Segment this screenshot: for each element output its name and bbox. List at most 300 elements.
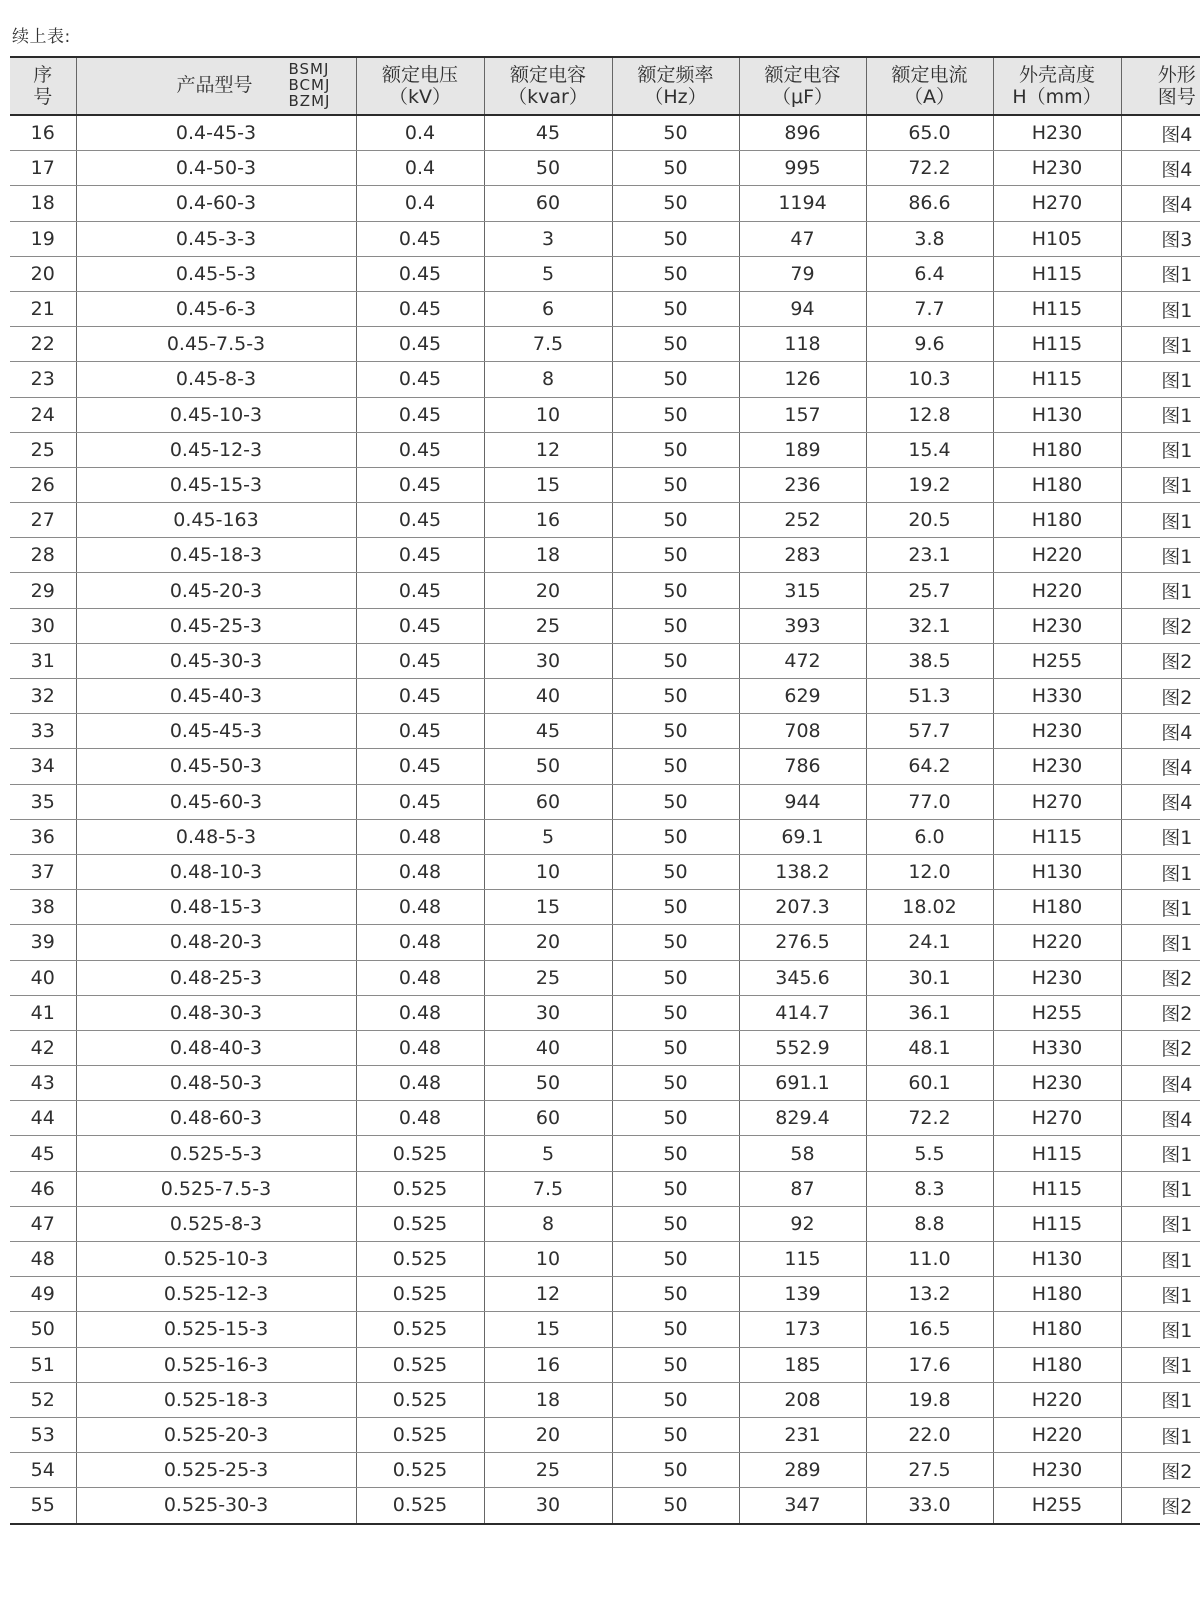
capacity-cell: 15 [484,890,612,925]
figure-cell: 图1 [1121,925,1200,960]
figure-cell: 图1 [1121,1171,1200,1206]
header-height-line2: H（mm） [1012,86,1102,108]
voltage-cell: 0.45 [356,256,484,291]
frequency-cell: 50 [612,854,739,889]
figure-cell: 图2 [1121,679,1200,714]
seq-cell: 39 [10,925,76,960]
table-row [10,538,1200,573]
model-cell: 0.45-6-3 [76,291,356,326]
capacitance-cell: 185 [739,1347,866,1382]
table-row [10,608,1200,643]
table-row [10,1277,1200,1312]
current-cell: 13.2 [866,1277,993,1312]
voltage-cell: 0.4 [356,186,484,221]
capacity-cell: 20 [484,925,612,960]
current-cell: 12.0 [866,854,993,889]
voltage-cell: 0.45 [356,291,484,326]
frequency-cell: 50 [612,151,739,186]
voltage-cell: 0.45 [356,327,484,362]
table-row [10,643,1200,678]
figure-cell: 图2 [1121,1453,1200,1488]
seq-cell: 40 [10,960,76,995]
figure-cell: 图1 [1121,890,1200,925]
voltage-cell: 0.48 [356,1066,484,1101]
capacitance-cell: 126 [739,362,866,397]
seq-cell: 34 [10,749,76,784]
seq-cell: 47 [10,1206,76,1241]
capacity-cell: 5 [484,256,612,291]
frequency-cell: 50 [612,362,739,397]
seq-cell: 43 [10,1066,76,1101]
voltage-cell: 0.45 [356,221,484,256]
seq-cell: 49 [10,1277,76,1312]
model-cell: 0.525-12-3 [76,1277,356,1312]
seq-cell: 44 [10,1101,76,1136]
seq-cell: 35 [10,784,76,819]
frequency-cell: 50 [612,1242,739,1277]
height-cell: H220 [993,1417,1121,1452]
model-cell: 0.48-40-3 [76,1030,356,1065]
model-cell: 0.45-18-3 [76,538,356,573]
frequency-cell: 50 [612,819,739,854]
capacitance-cell: 944 [739,784,866,819]
capacity-cell: 12 [484,1277,612,1312]
capacitance-cell: 472 [739,643,866,678]
model-cell: 0.525-30-3 [76,1488,356,1524]
capacity-cell: 12 [484,432,612,467]
frequency-cell: 50 [612,608,739,643]
capacitance-cell: 315 [739,573,866,608]
header-height [993,57,1121,115]
header-capacity [484,57,612,115]
capacitance-cell: 115 [739,1242,866,1277]
frequency-cell: 50 [612,1277,739,1312]
model-cell: 0.45-15-3 [76,467,356,502]
table-row [10,1206,1200,1241]
current-cell: 60.1 [866,1066,993,1101]
table-row [10,1347,1200,1382]
height-cell: H180 [993,1347,1121,1382]
figure-cell: 图1 [1121,397,1200,432]
table-row [10,1382,1200,1417]
voltage-cell: 0.45 [356,784,484,819]
figure-cell: 图2 [1121,643,1200,678]
table-row [10,186,1200,221]
figure-cell: 图4 [1121,784,1200,819]
voltage-cell: 0.48 [356,819,484,854]
header-seq [10,57,76,115]
capacity-cell: 16 [484,1347,612,1382]
height-cell: H270 [993,1101,1121,1136]
frequency-cell: 50 [612,1101,739,1136]
frequency-cell: 50 [612,1453,739,1488]
table-row [10,291,1200,326]
figure-cell: 图1 [1121,1277,1200,1312]
figure-cell: 图1 [1121,538,1200,573]
header-model [76,57,356,115]
figure-cell: 图2 [1121,1030,1200,1065]
figure-cell: 图4 [1121,115,1200,151]
model-cell: 0.45-3-3 [76,221,356,256]
capacity-cell: 30 [484,1488,612,1524]
capacity-cell: 50 [484,749,612,784]
voltage-cell: 0.45 [356,538,484,573]
header-voltage [356,57,484,115]
table-row [10,1136,1200,1171]
header-figure-line1: 外形 [1157,64,1196,86]
table-row [10,749,1200,784]
capacitance-cell: 289 [739,1453,866,1488]
header-frequency [612,57,739,115]
current-cell: 65.0 [866,115,993,151]
model-cell: 0.525-20-3 [76,1417,356,1452]
figure-cell: 图4 [1121,151,1200,186]
seq-cell: 50 [10,1312,76,1347]
table-row [10,1453,1200,1488]
model-cell: 0.48-25-3 [76,960,356,995]
model-cell: 0.48-15-3 [76,890,356,925]
header-capacitance-line1: 额定电容 [764,64,841,86]
frequency-cell: 50 [612,1136,739,1171]
capacity-cell: 25 [484,1453,612,1488]
frequency-cell: 50 [612,679,739,714]
height-cell: H115 [993,1171,1121,1206]
model-cell: 0.45-5-3 [76,256,356,291]
capacitance-cell: 708 [739,714,866,749]
frequency-cell: 50 [612,1206,739,1241]
frequency-cell: 50 [612,1171,739,1206]
table-row [10,1101,1200,1136]
frequency-cell: 50 [612,1030,739,1065]
model-cell: 0.45-20-3 [76,573,356,608]
figure-cell: 图1 [1121,467,1200,502]
voltage-cell: 0.45 [356,749,484,784]
current-cell: 24.1 [866,925,993,960]
seq-cell: 30 [10,608,76,643]
current-cell: 6.0 [866,819,993,854]
model-cell: 0.45-30-3 [76,643,356,678]
header-model-series [289,61,331,109]
frequency-cell: 50 [612,503,739,538]
current-cell: 6.4 [866,256,993,291]
figure-cell: 图1 [1121,1417,1200,1452]
capacity-cell: 45 [484,714,612,749]
model-cell: 0.45-12-3 [76,432,356,467]
capacitor-spec-table [10,56,1200,1525]
table-row [10,679,1200,714]
current-cell: 11.0 [866,1242,993,1277]
figure-cell: 图1 [1121,573,1200,608]
capacitance-cell: 208 [739,1382,866,1417]
voltage-cell: 0.48 [356,1030,484,1065]
model-cell: 0.48-60-3 [76,1101,356,1136]
voltage-cell: 0.525 [356,1206,484,1241]
capacity-cell: 3 [484,221,612,256]
voltage-cell: 0.4 [356,115,484,151]
height-cell: H270 [993,784,1121,819]
current-cell: 18.02 [866,890,993,925]
model-cell: 0.45-163 [76,503,356,538]
height-cell: H255 [993,1488,1121,1524]
seq-cell: 21 [10,291,76,326]
seq-cell: 23 [10,362,76,397]
model-cell: 0.525-8-3 [76,1206,356,1241]
capacity-cell: 15 [484,1312,612,1347]
capacitance-cell: 157 [739,397,866,432]
frequency-cell: 50 [612,1066,739,1101]
capacitance-cell: 189 [739,432,866,467]
header-model-block [77,58,356,114]
voltage-cell: 0.525 [356,1488,484,1524]
capacity-cell: 8 [484,362,612,397]
height-cell: H230 [993,960,1121,995]
model-cell: 0.525-10-3 [76,1242,356,1277]
capacity-cell: 18 [484,1382,612,1417]
figure-cell: 图1 [1121,1347,1200,1382]
figure-cell: 图2 [1121,960,1200,995]
capacity-cell: 25 [484,960,612,995]
model-cell: 0.48-5-3 [76,819,356,854]
frequency-cell: 50 [612,925,739,960]
table-row [10,1417,1200,1452]
current-cell: 12.8 [866,397,993,432]
seq-cell: 45 [10,1136,76,1171]
height-cell: H180 [993,1277,1121,1312]
table-caption: 续上表: [12,27,71,47]
voltage-cell: 0.45 [356,679,484,714]
figure-cell: 图2 [1121,1488,1200,1524]
capacitance-cell: 69.1 [739,819,866,854]
figure-cell: 图2 [1121,995,1200,1030]
capacity-cell: 50 [484,1066,612,1101]
seq-cell: 25 [10,432,76,467]
height-cell: H270 [993,186,1121,221]
capacitance-cell: 139 [739,1277,866,1312]
voltage-cell: 0.45 [356,432,484,467]
current-cell: 32.1 [866,608,993,643]
figure-cell: 图4 [1121,1101,1200,1136]
current-cell: 20.5 [866,503,993,538]
voltage-cell: 0.45 [356,643,484,678]
seq-cell: 31 [10,643,76,678]
capacity-cell: 45 [484,115,612,151]
table-row [10,327,1200,362]
model-cell: 0.45-10-3 [76,397,356,432]
voltage-cell: 0.4 [356,151,484,186]
seq-cell: 55 [10,1488,76,1524]
frequency-cell: 50 [612,1382,739,1417]
voltage-cell: 0.45 [356,467,484,502]
seq-cell: 46 [10,1171,76,1206]
capacitance-cell: 629 [739,679,866,714]
model-cell: 0.45-7.5-3 [76,327,356,362]
frequency-cell: 50 [612,1417,739,1452]
height-cell: H255 [993,643,1121,678]
current-cell: 86.6 [866,186,993,221]
height-cell: H220 [993,1382,1121,1417]
capacity-cell: 7.5 [484,327,612,362]
capacity-cell: 60 [484,784,612,819]
capacity-cell: 50 [484,151,612,186]
frequency-cell: 50 [612,749,739,784]
current-cell: 64.2 [866,749,993,784]
height-cell: H105 [993,221,1121,256]
series-bzmj: BZMJ [288,92,331,110]
frequency-cell: 50 [612,1488,739,1524]
model-cell: 0.525-18-3 [76,1382,356,1417]
capacitance-cell: 691.1 [739,1066,866,1101]
voltage-cell: 0.525 [356,1453,484,1488]
height-cell: H180 [993,503,1121,538]
table-row [10,890,1200,925]
table-header [10,57,1200,115]
seq-cell: 29 [10,573,76,608]
frequency-cell: 50 [612,221,739,256]
current-cell: 10.3 [866,362,993,397]
voltage-cell: 0.48 [356,890,484,925]
table-row [10,1030,1200,1065]
voltage-cell: 0.525 [356,1382,484,1417]
table-row [10,1066,1200,1101]
capacity-cell: 60 [484,186,612,221]
current-cell: 72.2 [866,1101,993,1136]
current-cell: 57.7 [866,714,993,749]
capacity-cell: 25 [484,608,612,643]
seq-cell: 48 [10,1242,76,1277]
model-cell: 0.48-50-3 [76,1066,356,1101]
series-bcmj: BCMJ [288,76,331,94]
capacitance-cell: 552.9 [739,1030,866,1065]
seq-cell: 26 [10,467,76,502]
model-cell: 0.48-10-3 [76,854,356,889]
capacitance-cell: 995 [739,151,866,186]
figure-cell: 图3 [1121,221,1200,256]
seq-cell: 33 [10,714,76,749]
capacity-cell: 10 [484,397,612,432]
seq-cell: 22 [10,327,76,362]
table-row [10,362,1200,397]
current-cell: 77.0 [866,784,993,819]
figure-cell: 图4 [1121,749,1200,784]
current-cell: 8.3 [866,1171,993,1206]
current-cell: 19.2 [866,467,993,502]
model-cell: 0.45-45-3 [76,714,356,749]
capacitance-cell: 236 [739,467,866,502]
model-cell: 0.4-60-3 [76,186,356,221]
header-height-line1: 外壳高度 [1018,64,1095,86]
voltage-cell: 0.48 [356,854,484,889]
seq-cell: 16 [10,115,76,151]
seq-cell: 19 [10,221,76,256]
seq-cell: 41 [10,995,76,1030]
height-cell: H230 [993,151,1121,186]
seq-cell: 28 [10,538,76,573]
header-capacity-line2: （kvar） [508,86,588,108]
height-cell: H230 [993,1453,1121,1488]
height-cell: H220 [993,538,1121,573]
height-cell: H180 [993,467,1121,502]
frequency-cell: 50 [612,291,739,326]
voltage-cell: 0.48 [356,960,484,995]
model-cell: 0.45-50-3 [76,749,356,784]
capacitance-cell: 207.3 [739,890,866,925]
capacitance-cell: 58 [739,1136,866,1171]
height-cell: H130 [993,1242,1121,1277]
header-capacitance-line2: （μF） [771,86,834,108]
frequency-cell: 50 [612,890,739,925]
capacitance-cell: 414.7 [739,995,866,1030]
capacity-cell: 5 [484,1136,612,1171]
capacitance-cell: 231 [739,1417,866,1452]
seq-cell: 24 [10,397,76,432]
height-cell: H230 [993,1066,1121,1101]
frequency-cell: 50 [612,327,739,362]
frequency-cell: 50 [612,573,739,608]
frequency-cell: 50 [612,1312,739,1347]
height-cell: H230 [993,115,1121,151]
figure-cell: 图1 [1121,819,1200,854]
figure-cell: 图1 [1121,1206,1200,1241]
seq-cell: 54 [10,1453,76,1488]
current-cell: 8.8 [866,1206,993,1241]
seq-cell: 52 [10,1382,76,1417]
model-cell: 0.525-7.5-3 [76,1171,356,1206]
figure-cell: 图1 [1121,432,1200,467]
seq-cell: 32 [10,679,76,714]
capacity-cell: 10 [484,854,612,889]
model-cell: 0.45-8-3 [76,362,356,397]
model-cell: 0.4-50-3 [76,151,356,186]
current-cell: 38.5 [866,643,993,678]
header-frequency-line2: （Hz） [644,86,707,108]
frequency-cell: 50 [612,256,739,291]
height-cell: H255 [993,995,1121,1030]
height-cell: H115 [993,256,1121,291]
header-figure [1121,57,1200,115]
capacity-cell: 15 [484,467,612,502]
capacitance-cell: 276.5 [739,925,866,960]
current-cell: 7.7 [866,291,993,326]
capacitance-cell: 87 [739,1171,866,1206]
height-cell: H220 [993,573,1121,608]
height-cell: H115 [993,1206,1121,1241]
capacitance-cell: 393 [739,608,866,643]
current-cell: 72.2 [866,151,993,186]
frequency-cell: 50 [612,643,739,678]
table-row [10,432,1200,467]
frequency-cell: 50 [612,1347,739,1382]
voltage-cell: 0.48 [356,1101,484,1136]
figure-cell: 图1 [1121,362,1200,397]
header-capacitance [739,57,866,115]
figure-cell: 图1 [1121,256,1200,291]
table-row [10,960,1200,995]
header-voltage-line1: 额定电压 [381,64,458,86]
frequency-cell: 50 [612,397,739,432]
height-cell: H230 [993,714,1121,749]
height-cell: H115 [993,1136,1121,1171]
model-cell: 0.525-5-3 [76,1136,356,1171]
voltage-cell: 0.48 [356,995,484,1030]
model-cell: 0.48-30-3 [76,995,356,1030]
table-row [10,925,1200,960]
figure-cell: 图1 [1121,327,1200,362]
header-frequency-line1: 额定频率 [637,64,714,86]
frequency-cell: 50 [612,186,739,221]
voltage-cell: 0.525 [356,1171,484,1206]
voltage-cell: 0.45 [356,608,484,643]
height-cell: H115 [993,362,1121,397]
